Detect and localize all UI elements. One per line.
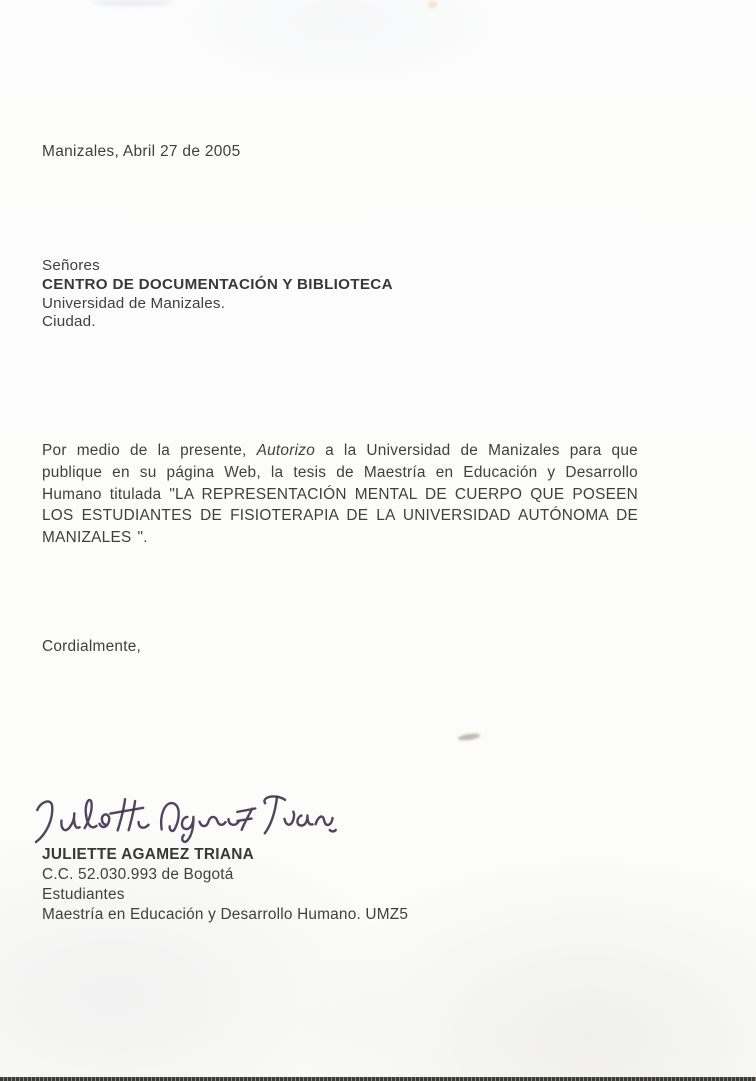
letter-body-paragraph: [42, 440, 638, 549]
signer-id-line: C.C. 52.030.993 de Bogotá: [42, 865, 234, 883]
body-text-lead: Por medio de la presente,: [42, 442, 257, 459]
recipient-organization: CENTRO DE DOCUMENTACIÓN Y BIBLIOTECA: [42, 275, 393, 293]
recipient-block: [42, 257, 393, 332]
scan-speck: [428, 1, 437, 8]
signer-program-line: Maestría en Educación y Desarrollo Humano. UMZ5: [42, 905, 409, 923]
signer-printed-name: JULIETTE AGAMEZ TRIANA: [42, 846, 255, 863]
recipient-salutation: Señores: [42, 257, 100, 274]
body-text-autorizo-italic: Autorizo: [256, 442, 316, 459]
body-text-rest: a la Universidad de Manizales para que publique en su página Web, la tesis de Maestría en Educación y Desarrollo Humano titulada "LA REPRESENTACIÓN MENTAL DE CUERPO QUE POSEEN LOS ESTUDIANTES DE FISIOTERAPIA DE LA UNIVERSIDAD AUTÓNOMA DE MANIZALES ".: [42, 442, 638, 547]
letter-date: Manizales, Abril 27 de 2005: [42, 143, 241, 160]
signer-block: [42, 845, 408, 925]
recipient-city: Ciudad.: [42, 313, 96, 331]
handwritten-signature: [29, 789, 338, 853]
letter-closing: Cordialmente,: [42, 638, 142, 655]
recipient-institution: Universidad de Manizales.: [42, 294, 226, 312]
scanner-edge-strip: [0, 1077, 756, 1081]
signer-role-line: Estudiantes: [42, 885, 125, 903]
scan-smudge-middle: [458, 732, 481, 741]
scan-smudge-top: [92, 0, 172, 6]
